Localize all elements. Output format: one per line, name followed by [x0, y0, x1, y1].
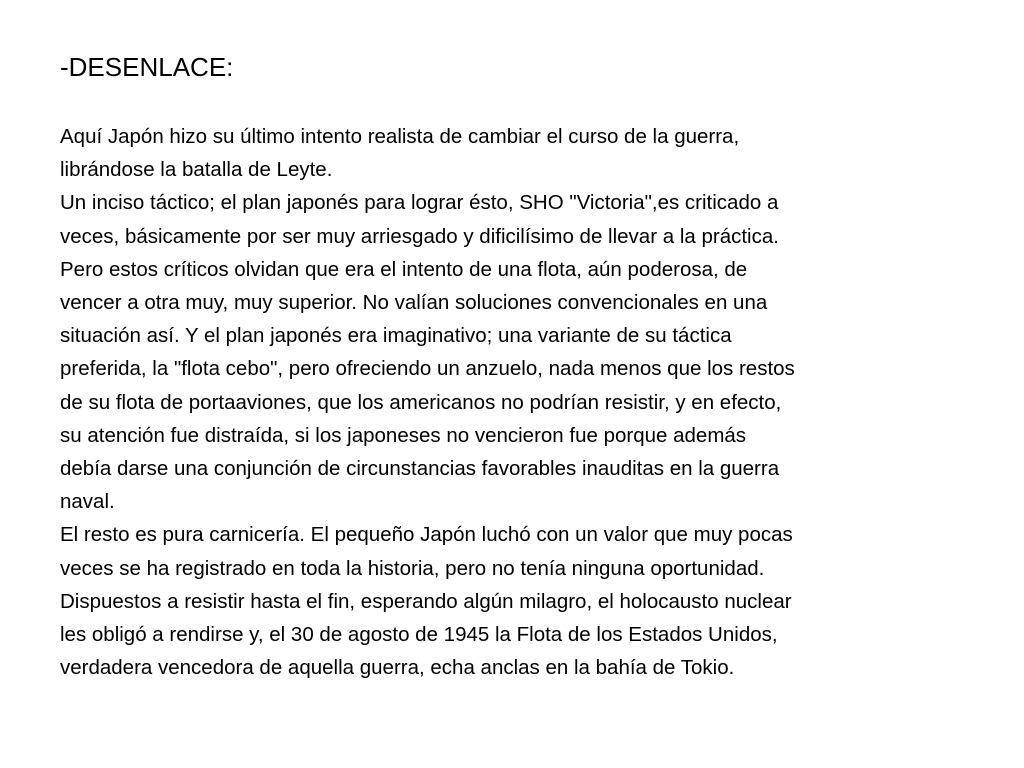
- text-line: Aquí Japón hizo su último intento realista de cambiar el curso de la guerra,: [60, 125, 740, 148]
- text-line: librándose la batalla de Leyte.: [60, 158, 333, 182]
- text-line: Un inciso táctico; el plan japonés para lograr ésto, SHO "Victoria",es criticado a: [60, 191, 779, 215]
- text-line: su atención fue distraída, si los japoneses no vencieron fue porque además: [60, 423, 747, 447]
- text-line: naval.: [60, 490, 115, 514]
- text-line: Dispuestos a resistir hasta el fin, esperando algún milagro, el holocausto nuclear: [60, 589, 792, 613]
- text-line: preferida, la "flota cebo", pero ofreciendo un anzuelo, nada menos que los restos: [60, 357, 795, 381]
- text-line: veces se ha registrado en toda la historia, pero no tenía ninguna oportunidad.: [60, 556, 765, 580]
- text-line: Pero estos críticos olvidan que era el intento de una flota, aún poderosa, de: [60, 257, 748, 281]
- text-line: El resto es pura carnicería. El pequeño Japón luchó con un valor que muy pocas: [60, 523, 793, 547]
- text-line: les obligó a rendirse y, el 30 de agosto de 1945 la Flota de los Estados Unidos,: [60, 623, 778, 647]
- slide-title: -DESENLACE:: [60, 52, 234, 82]
- slide-body: [60, 120, 960, 684]
- text-line: debía darse una conjunción de circunstancias favorables inauditas en la guerra: [60, 457, 780, 481]
- text-line: de su flota de portaaviones, que los americanos no podrían resistir, y en efecto,: [60, 390, 782, 414]
- text-line: vencer a otra muy, muy superior. No valían soluciones convencionales en una: [60, 291, 768, 315]
- text-line: verdadera vencedora de aquella guerra, echa anclas en la bahía de Tokio.: [60, 656, 735, 680]
- text-line: situación así. Y el plan japonés era imaginativo; una variante de su táctica: [60, 324, 732, 348]
- text-line: veces, básicamente por ser muy arriesgado y dificilísimo de llevar a la práctica.: [60, 224, 779, 248]
